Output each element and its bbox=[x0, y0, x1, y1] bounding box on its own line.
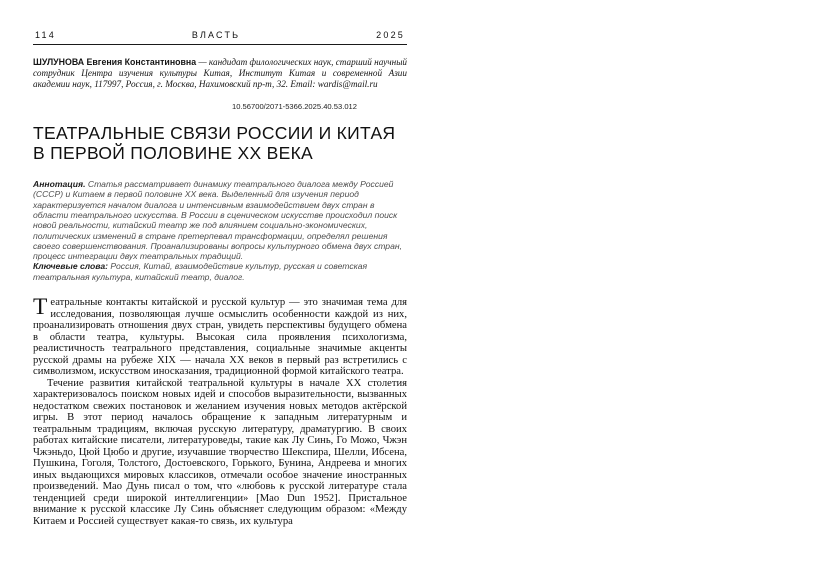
article-body bbox=[33, 294, 407, 527]
article-title bbox=[33, 123, 407, 164]
author-affiliation: — кандидат филологических наук, старший научный сотрудник Центра изучения культуры Китая, Институт Китая и современной Азии академии наук, 117997, Россия, г. Москва, Нахимовский пр-т, 32. Email: wardis@mail.ru bbox=[33, 57, 408, 90]
author-block bbox=[33, 57, 407, 91]
body-paragraph-2: Течение развития китайской театральной культуры в начале XX столетия характеризовалось поиском новых идей и способов выразительности, вызванных недостатком свежих постановок и желанием изучения новых методов актёрской игры. В этот период началось обращение к западным литературным и театральным традициям, включая русскую литературу, драматургию. В своих работах китайские писатели, литературоведы, такие как Лу Синь, Го Можо, Чжэн Чжэньдо, Цюй Цюбо и другие, изучавшие творчество Шекспира, Шелли, Ибсена, Пушкина, Гоголя, Толстого, Достоевского, Горького, Бунина, Андреева и многих иных выдающихся мировых классиков, отмечали особое значение иностранных произведений. Мао Дунь писал о том, что «любовь к русской литературе стала тенденцией среди широкой интеллигенции» [Mao Dun 1952]. Пристальное внимание к русской классике Лу Синь объясняет следующим образом: «Между Китаем и Россией существует какая-то связь, их культура bbox=[33, 377, 407, 527]
text-column bbox=[33, 30, 407, 527]
keywords-text: Россия, Китай, взаимодействие культур, русская и советская театральная культура, китайский театр, диалог. bbox=[33, 261, 368, 282]
body-paragraph-1 bbox=[33, 294, 407, 378]
page-number: 114 bbox=[35, 30, 56, 40]
article-title-line-1: ТЕАТРАЛЬНЫЕ СВЯЗИ РОССИИ И КИТАЯ bbox=[33, 122, 396, 143]
keywords-line bbox=[33, 261, 403, 282]
journal-title: ВЛАСТЬ bbox=[191, 30, 241, 40]
abstract-text: Статья рассматривает динамику театрального диалога между Россией (СССР) и Китаем в первой половине XX века. Выделенный для изучения период характеризуется началом диалога и интенсивным взаимодействием двух стран в области театрального искусства. В России в сценическом искусстве происходил поиск новой реальности, китайский театр же под влиянием социально-экономических, политических изменений в стране претерпевал трансформации, определял решения своего совершенствования. Проанализированы вопросы культурного обмена двух стран, процесс интеграции двух театральных традиций. bbox=[33, 178, 402, 262]
keywords-label: Ключевые слова: bbox=[33, 261, 108, 272]
article-title-line-2: В ПЕРВОЙ ПОЛОВИНЕ XX ВЕКА bbox=[33, 143, 314, 164]
abstract-block bbox=[33, 179, 403, 282]
author-name: ШУЛУНОВА Евгения Константиновна bbox=[33, 57, 197, 67]
doi: 10.56700/2071-5366.2025.40.53.012 bbox=[232, 101, 357, 111]
body-paragraph-1-text: еатральные контакты китайской и русской культур — это значимая тема для исследования, позволяющая лучше осмыслить особенности каждой из них, проанализировать отношения двух стран, увидеть перспективы будущего обмена в области театра, культуры. Высокая сила проявления психологизма, реалистичность театрального представления, социальные значимые акценты русской драмы на рубеже XIX — начала XX веков в первый раз встретились с символизмом, искусством иносказания, традиционной формой китайского театра. bbox=[33, 297, 407, 378]
running-head bbox=[33, 30, 407, 45]
abstract-paragraph bbox=[33, 179, 403, 262]
abstract-label: Аннотация. bbox=[33, 178, 86, 189]
drop-cap: Т bbox=[33, 294, 48, 321]
issue-year: 2025 bbox=[376, 30, 405, 40]
